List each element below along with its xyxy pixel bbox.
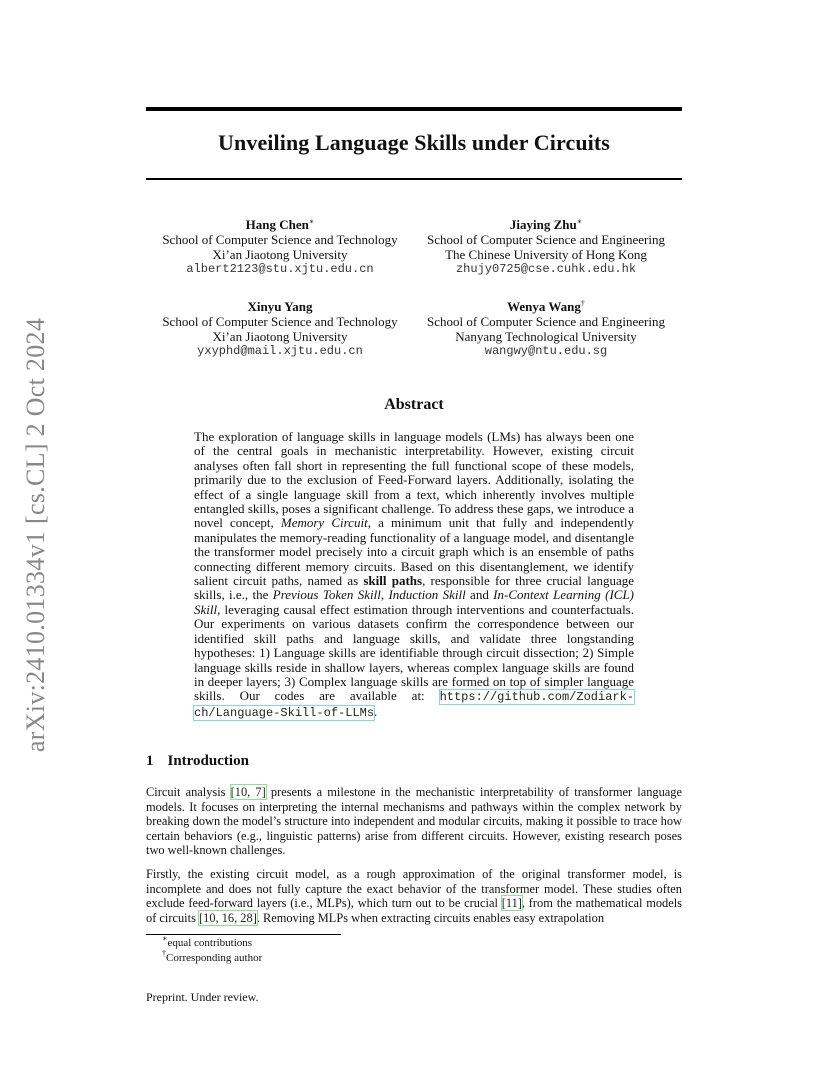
footnote-text: Corresponding author — [166, 952, 263, 964]
author-block-4 — [416, 299, 676, 359]
intro-paragraph-2 — [146, 867, 682, 925]
author-institution: Nanyang Technological University — [455, 329, 637, 344]
author-email[interactable]: yxyphd@mail.xjtu.edu.cn — [197, 344, 363, 358]
paragraph-text: presents a milestone in the mechanistic interpretability of transformer language models. It focuses on interpreting the internal mechanisms and pathways within the complex network by breaking down the model’s structure into independent and modular circuits, making it possible to trace how certain behaviors (e.g., linguistic patterns) arise from different circuits. However, existing research poses two well-known challenges. — [146, 785, 682, 858]
abstract-text: , responsible for three crucial language skills, i.e., the — [194, 573, 634, 603]
author-block-2 — [416, 217, 676, 277]
author-mark: ∗ — [576, 217, 583, 226]
paragraph-text: . Removing MLPs when extracting circuits enables easy extrapolation — [256, 910, 605, 925]
author-block-3 — [150, 299, 410, 359]
title-top-rule — [146, 107, 682, 111]
citation-link[interactable]: [10, 16, 28] — [199, 910, 257, 925]
footnote-1 — [162, 934, 253, 949]
author-name: Jiaying Zhu — [509, 217, 577, 232]
abstract-text: The exploration of language skills in language models (LMs) has always been one of the central goals in mechanistic interpretability. However, existing circuit analyses often fall short in representing the full functional scope of these models, primarily due to the exclusion of Feed-Forward layers. Additionally, isolating the effect of a single language skill from a text, which inherently involves multiple entangled skills, poses a significant challenge. To address these gaps, we introduce a novel concept, — [194, 429, 634, 531]
author-email[interactable]: albert2123@stu.xjtu.edu.cn — [186, 262, 374, 276]
abstract-emphasis: In-Context Learning (ICL) Skill — [194, 587, 635, 617]
abstract-body — [194, 430, 634, 720]
citation-link[interactable]: [11] — [501, 896, 522, 911]
author-email[interactable]: wangwy@ntu.edu.sg — [484, 344, 608, 358]
abstract-text: , — [380, 587, 389, 603]
author-institution: Xi’an Jiaotong University — [212, 329, 348, 344]
section-heading — [146, 753, 249, 770]
abstract-emphasis: Memory Circuit — [280, 515, 368, 531]
author-institution: Xi’an Jiaotong University — [212, 247, 348, 262]
abstract-text: , leveraging causal effect estimation through interventions and counterfactuals. Our experiments on various datasets confirm the correspondence between our identified skill paths and language skills, and validate three longstanding hypotheses: 1) Language skills are identifiable through circuit dissection; 2) Simple language skills reside in shallow layers, whereas complex language skills are found in deeper layers; 3) Complex language skills are formed on top of simpler language skills. Our codes are available at: — [194, 601, 634, 704]
abstract-strong: skill paths — [363, 573, 423, 589]
preprint-footer: Preprint. Under review. — [146, 990, 259, 1004]
author-institution: The Chinese University of Hong Kong — [445, 247, 647, 262]
author-affiliation: School of Computer Science and Technology — [162, 232, 398, 247]
title-bottom-rule — [146, 178, 682, 180]
author-mark: ∗ — [308, 217, 315, 226]
abstract-text: and — [465, 587, 494, 603]
author-affiliation: School of Computer Science and Engineering — [427, 314, 665, 329]
abstract-emphasis: Previous Token Skill — [272, 587, 381, 603]
section-number: 1 — [146, 753, 154, 769]
intro-paragraph-1 — [146, 785, 682, 858]
abstract-text: . — [374, 703, 378, 719]
footnote-mark: † — [162, 949, 166, 958]
author-name: Hang Chen — [245, 217, 309, 232]
author-name: Wenya Wang — [507, 299, 581, 314]
author-mark: † — [580, 299, 585, 308]
author-affiliation: School of Computer Science and Technology — [162, 314, 398, 329]
paragraph-text: Firstly, the existing circuit model, as a rough approximation of the original transformer model, is incomplete and does not fully capture the exact behavior of the transformer model. These studies often exclude feed-forward layers (i.e., MLPs), which turn out to be crucial — [146, 867, 682, 911]
abstract-text: , a minimum unit that fully and independently manipulates the memory-reading functionality of a language model, and disentangle the transformer model precisely into a circuit graph which is an ensemble of paths connecting different memory circuits. Based on this disentanglement, we identify salient circuit paths, named as — [194, 515, 635, 589]
paper-title: Unveiling Language Skills under Circuits — [218, 130, 610, 155]
paragraph-text: , from the mathematical models of circuits — [146, 896, 682, 925]
footnote-2 — [162, 949, 263, 964]
paragraph-text: Circuit analysis — [146, 785, 231, 799]
section-title: Introduction — [167, 753, 249, 769]
author-name: Xinyu Yang — [247, 299, 313, 314]
abstract-heading: Abstract — [384, 396, 444, 413]
citation-link[interactable]: [10, 7] — [230, 785, 266, 799]
footnote-rule — [146, 934, 341, 935]
footnote-mark: ∗ — [162, 934, 168, 943]
author-block-1 — [150, 217, 410, 277]
author-affiliation: School of Computer Science and Engineering — [427, 232, 665, 247]
abstract-emphasis: Induction Skill — [388, 587, 466, 603]
footnote-text: equal contributions — [167, 937, 253, 949]
author-email[interactable]: zhujy0725@cse.cuhk.edu.hk — [455, 262, 637, 276]
arxiv-side-stamp: arXiv:2410.01334v1 [cs.CL] 2 Oct 2024 — [21, 317, 50, 753]
code-link[interactable]: https://github.com/Zodiark-ch/Language-Skill-of-LLMs — [194, 690, 634, 720]
